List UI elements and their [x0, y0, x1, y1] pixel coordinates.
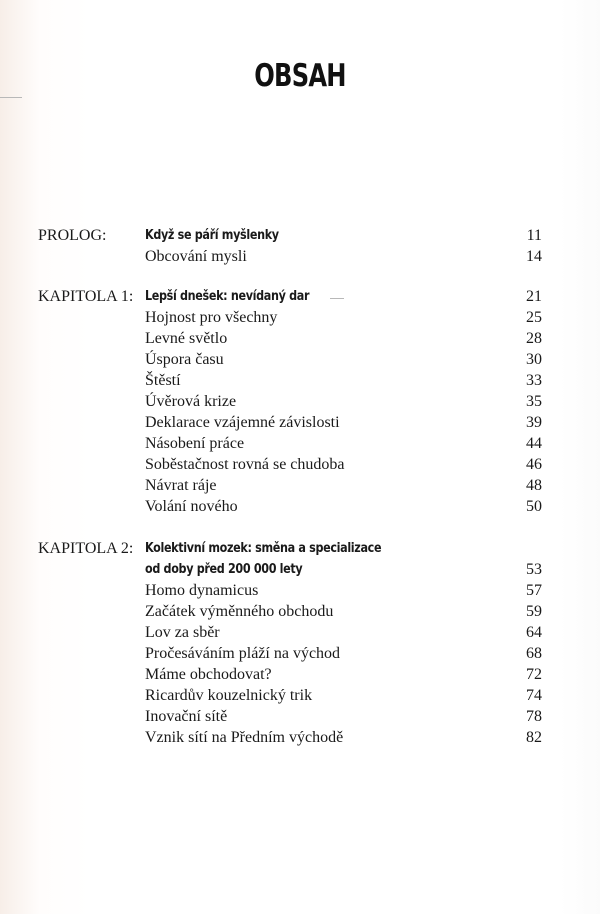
toc-row: [0, 643, 600, 664]
section-title: Úvěrová krize: [145, 393, 237, 410]
page-number: 33: [526, 372, 542, 389]
toc-row: [0, 475, 600, 496]
page-number: 82: [526, 729, 542, 746]
toc-row: [0, 580, 600, 601]
chapter-title: od doby před 200 000 lety: [145, 562, 303, 577]
page-number: 46: [526, 456, 542, 473]
page-number: 68: [526, 645, 542, 662]
page-number: 72: [526, 666, 542, 683]
chapter-title: Kolektivní mozek: směna a specializace: [145, 541, 382, 556]
page-number: 59: [526, 603, 542, 620]
toc-row: [0, 601, 600, 622]
section-title: Začátek výměnného obchodu: [145, 603, 334, 620]
chapter-label: PROLOG:: [38, 227, 107, 244]
section-title: Soběstačnost rovná se chudoba: [145, 456, 345, 473]
page-title: OBSAH: [254, 58, 346, 94]
toc-row: [0, 706, 600, 727]
section-title: Pročesáváním pláží na východ: [145, 645, 341, 662]
section-title: Ricardův kouzelnický trik: [145, 687, 313, 704]
page-number: 78: [526, 708, 542, 725]
page-number: 48: [526, 477, 542, 494]
toc-row: [0, 727, 600, 748]
section-title: Homo dynamicus: [145, 582, 259, 599]
toc-row: [0, 496, 600, 517]
chapter-label: KAPITOLA 2:: [38, 540, 134, 557]
toc-row: [0, 286, 600, 307]
section-title: Máme obchodovat?: [145, 666, 272, 683]
section-title: Násobení práce: [145, 435, 245, 452]
toc-row: [0, 370, 600, 391]
toc-row: [0, 622, 600, 643]
section-title: Návrat ráje: [145, 477, 217, 494]
toc-row: [0, 391, 600, 412]
toc-row: [0, 433, 600, 454]
page-number: 21: [526, 288, 542, 305]
chapter-title: Lepší dnešek: nevídaný dar: [145, 289, 310, 304]
section-title: Vznik sítí na Předním východě: [145, 729, 344, 746]
page-number: 74: [526, 687, 542, 704]
section-title: Volání nového: [145, 498, 238, 515]
toc-row: [0, 328, 600, 349]
section-title: Inovační sítě: [145, 708, 228, 725]
scan-mark: [0, 97, 22, 98]
page-number: 25: [526, 309, 542, 326]
scan-mark: [330, 298, 344, 299]
chapter-title: Když se páří myšlenky: [145, 228, 279, 243]
page-number: 39: [526, 414, 542, 431]
toc-row: [0, 412, 600, 433]
page-number: 64: [526, 624, 542, 641]
toc-row: [0, 307, 600, 328]
toc-row: [0, 685, 600, 706]
page-number: 50: [526, 498, 542, 515]
section-title: Levné světlo: [145, 330, 228, 347]
toc-row: [0, 246, 600, 267]
page-number: 30: [526, 351, 542, 368]
toc-row: [0, 538, 600, 559]
toc-row: [0, 454, 600, 475]
section-title: Lov za sběr: [145, 624, 220, 641]
toc-row: [0, 225, 600, 246]
page-number: 57: [526, 582, 542, 599]
toc-row: [0, 349, 600, 370]
page-number: 35: [526, 393, 542, 410]
page-number: 11: [526, 227, 542, 244]
section-title: Štěstí: [145, 372, 181, 389]
section-title: Deklarace vzájemné závislosti: [145, 414, 340, 431]
page-number: 44: [526, 435, 542, 452]
page-number: 53: [526, 561, 542, 578]
section-title: Obcování mysli: [145, 248, 247, 265]
page-number: 14: [526, 248, 542, 265]
toc-row: [0, 664, 600, 685]
page-number: 28: [526, 330, 542, 347]
section-title: Úspora času: [145, 351, 224, 368]
section-title: Hojnost pro všechny: [145, 309, 278, 326]
toc-row: [0, 559, 600, 580]
chapter-label: KAPITOLA 1:: [38, 288, 134, 305]
